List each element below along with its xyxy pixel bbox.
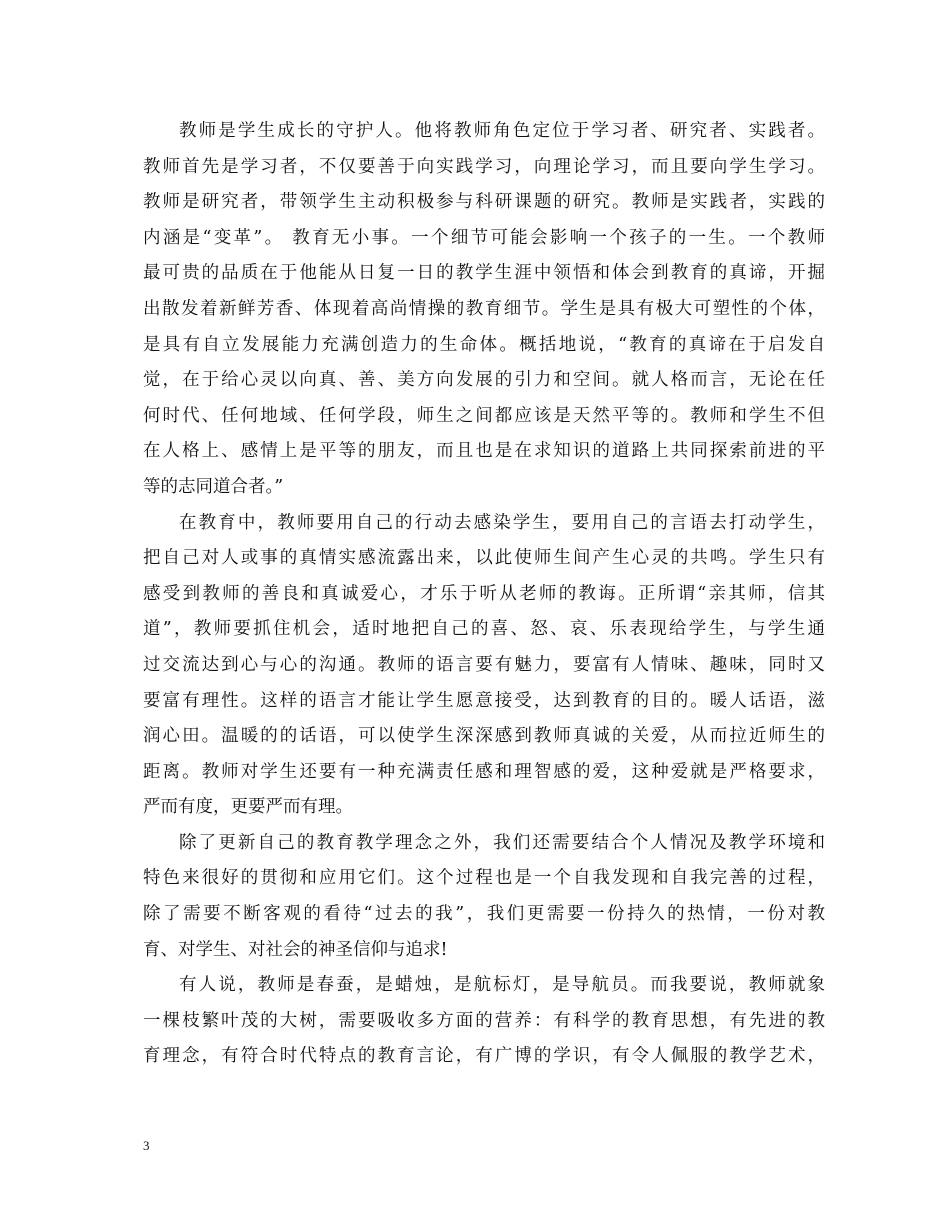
paragraph-3-line-3: 除了需要不断客观的看待“过去的我”，我们更需要一份持久的热情，一份对教 [143, 904, 825, 925]
paragraph-3-line-4: 育、对学生、对社会的神圣信仰与追求! [143, 939, 448, 960]
paragraph-1-line-8: 觉，在于给心灵以向真、善、美方向发展的引力和空间。就人格而言，无论在任 [143, 370, 825, 391]
paragraph-3-line-2: 特色来很好的贯彻和应用它们。这个过程也是一个自我发现和自我完善的过程， [143, 868, 825, 889]
body-text [143, 114, 825, 1075]
paragraph-2-line-8: 距离。教师对学生还要有一种充满责任感和理智感的爱，这种爱就是严格要求， [143, 761, 825, 782]
paragraph-2-line-5: 过交流达到心与心的沟通。教师的语言要有魅力，要富有人情味、趣味，同时又 [143, 654, 825, 675]
paragraph-3-line-1: 除了更新自己的教育教学理念之外，我们还需要结合个人情况及教学环境和 [179, 832, 825, 853]
paragraph-2-line-3: 感受到教师的善良和真诚爱心，才乐于听从老师的教诲。正所谓“亲其师，信其 [143, 583, 825, 604]
paragraph-1-line-1: 教师是学生成长的守护人。他将教师角色定位于学习者、研究者、实践者。 [179, 121, 825, 141]
paragraph-2-line-2: 把自己对人或事的真情实感流露出来，以此使师生间产生心灵的共鸣。学生只有 [143, 548, 825, 569]
paragraph-1-line-2: 教师首先是学习者，不仅要善于向实践学习，向理论学习，而且要向学生学习。 [143, 156, 825, 177]
paragraph-2-line-7: 润心田。温暖的的话语，可以使学生深深感到教师真诚的关爱，从而拉近师生的 [143, 726, 825, 747]
paragraph-4-line-2: 一棵枝繁叶茂的大树，需要吸收多方面的营养：有科学的教育思想，有先进的教 [143, 1010, 825, 1031]
paragraph-1-line-10: 在人格上、感情上是平等的朋友，而且也是在求知识的道路上共同探索前进的平 [143, 441, 825, 462]
paragraph-2-line-4: 道”，教师要抓住机会，适时地把自己的喜、怒、哀、乐表现给学生，与学生通 [143, 619, 825, 640]
paragraph-1-line-4: 内涵是“变革”。 教育无小事。一个细节可能会影响一个孩子的一生。一个教师 [143, 227, 825, 248]
paragraph-1-line-5: 最可贵的品质在于他能从日复一日的教学生涯中领悟和体会到教育的真谛，开掘 [143, 263, 825, 284]
paragraph-1-line-3: 教师是研究者，带领学生主动积极参与科研课题的研究。教师是实践者，实践的 [143, 192, 825, 213]
paragraph-2-line-9: 严而有度，更要严而有理。 [143, 797, 353, 818]
paragraph-4-line-3: 育理念，有符合时代特点的教育言论，有广博的学识，有令人佩服的教学艺术， [143, 1046, 825, 1067]
paragraph-1-line-6: 出散发着新鲜芳香、体现着高尚情操的教育细节。学生是具有极大可塑性的个体， [143, 298, 825, 319]
paragraph-2-line-1: 在教育中，教师要用自己的行动去感染学生，要用自己的言语去打动学生， [179, 512, 825, 533]
paragraph-1-line-7: 是具有自立发展能力充满创造力的生命体。概括地说，“教育的真谛在于启发自 [143, 334, 825, 355]
paragraph-1-line-9: 何时代、任何地域、任何学段，师生之间都应该是天然平等的。教师和学生不但 [143, 405, 825, 426]
page-number: 3 [143, 1138, 150, 1153]
paragraph-1-line-11: 等的志同道合者。” [143, 476, 284, 497]
paragraph-4-line-1: 有人说，教师是春蚕，是蜡烛，是航标灯，是导航员。而我要说，教师就象 [179, 975, 825, 996]
paragraph-2-line-6: 要富有理性。这样的语言才能让学生愿意接受，达到教育的目的。暖人话语，滋 [143, 690, 825, 711]
